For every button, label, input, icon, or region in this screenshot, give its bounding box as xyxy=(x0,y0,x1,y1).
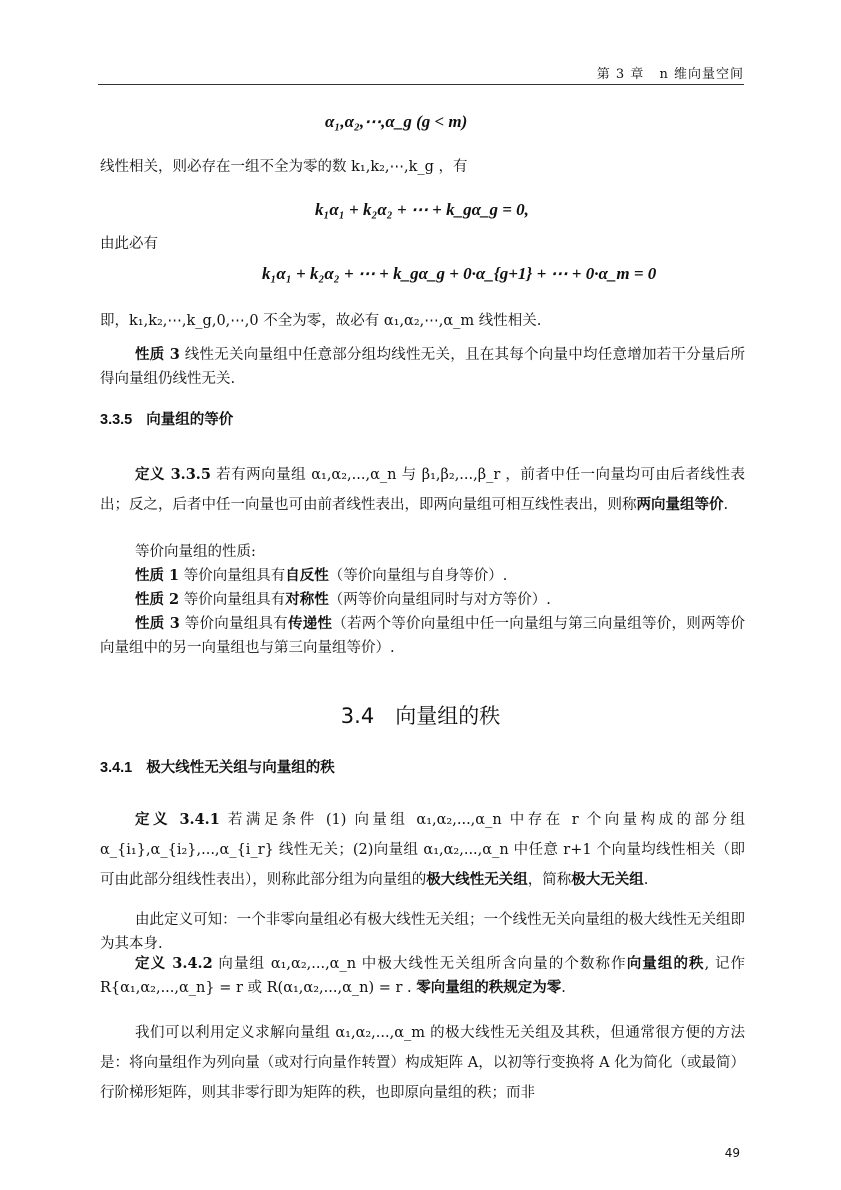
equivalence-property-1 xyxy=(100,564,745,588)
property-text: （两等价向量组同时与对方等价）. xyxy=(328,592,551,608)
page-number: 49 xyxy=(724,1146,740,1160)
section-3-4-title: 3.4 向量组的秩 xyxy=(340,704,501,728)
header-rule xyxy=(98,84,744,85)
property-label: 性质 3 xyxy=(135,615,180,632)
definition-text: 若满足条件 (1) 向量组 α₁,α₂,...,α_n 中存在 r 个向量构成的部分组 α_{i₁},α_{i₂},...,α_{i_r} 线性无关；(2)向量组 α₁,α₂,...,α_n 中任意 r+1 个向量均线性相关（即可由此部分组线性表出），则称此部分组为向量组的 xyxy=(100,812,745,888)
definition-text: 向量组 α₁,α₂,...,α_n 中极大线性无关组所含向量的个数称作 xyxy=(218,956,627,972)
definition-label: 定义 3.4.1 xyxy=(135,811,220,828)
section-number: 3.4.1 xyxy=(100,760,133,776)
property-label: 性质 1 xyxy=(135,567,180,584)
definition-term: 极大线性无关组 xyxy=(426,871,528,888)
section-title: 极大线性无关组与向量组的秩 xyxy=(146,760,335,776)
property-text: （若两个等价向量组中任一向量组与第三向量组等价，则两等价向量组中的另一向量组也与第三向量组等价）. xyxy=(100,616,745,656)
property-text: 等价向量组具有 xyxy=(183,568,286,584)
property-3-paragraph xyxy=(100,343,745,391)
definition-label: 定义 3.3.5 xyxy=(135,466,211,483)
definition-term: 向量组的秩 xyxy=(626,955,705,972)
header-chapter: 第 3 章 xyxy=(596,67,645,82)
definition-3-4-1: 定义 3.4.1 若满足条件 (1) 向量组 α₁,α₂,...,α_n 中存在 r 个向量构成的部分组 α_{i₁},α_{i₂},...,α_{i_r} 线性无关；(2)向量组 α₁,α₂,...,α_n 中任意 r+1 个向量均线性相关（即可由此部分组线性表出），则称此部分组为向量组的极大线性无关组，简称极大无关组. xyxy=(100,811,745,888)
section-3-3-5-heading xyxy=(100,408,233,429)
definition-text: 记作 R{α₁,α₂,...,α_n} = r 或 R(α₁,α₂,...,α_n) = r . xyxy=(100,956,746,996)
definition-3-4-2: 定义 3.4.2 向量组 α₁,α₂,...,α_n 中极大线性无关组所含向量的个数称作向量组的秩, 记作 R{α₁,α₂,...,α_n} = r 或 R(α₁,α₂,...,α_n) = r . 零向量组的秩规定为零. xyxy=(100,955,746,996)
definition-text: 若有两向量组 α₁,α₂,...,α_n 与 β₁,β₂,...,β_r ，前者中任一向量均可由后者线性表出；反之，后者中任一向量也可由前者线性表出，即两向量组可相互线性表出，则称 xyxy=(100,467,746,513)
definition-term: 极大无关组 xyxy=(571,871,644,888)
property-term: 对称性 xyxy=(285,591,329,608)
paragraph-definition-note: 由此定义可知：一个非零向量组必有极大线性无关组；一个线性无关向量组的极大线性无关组即为其本身. xyxy=(100,912,745,952)
running-header xyxy=(597,63,744,82)
property-term: 传递性 xyxy=(288,615,333,632)
paragraph-last: 我们可以利用定义求解向量组 α₁,α₂,...,α_m 的极大线性无关组及其秩，但通常很方便的方法是：将向量组作为列向量（或对行向量作转置）构成矩阵 A，以初等行变换将 A 化为简化（或最简）行阶梯形矩阵，则其非零行即为矩阵的秩，也即原向量组的秩；而非 xyxy=(100,1025,745,1101)
equivalence-intro: 等价向量组的性质: xyxy=(135,544,256,560)
paragraph-3: 即，k₁,k₂,⋯,k_g,0,⋯,0 不全为零，故必有 α₁,α₂,⋯,α_m 线性相关. xyxy=(100,313,542,329)
definition-term: 零向量组的秩规定为零 xyxy=(416,979,562,996)
definition-3-3-5: 定义 3.3.5 若有两向量组 α₁,α₂,...,α_n 与 β₁,β₂,...,β_r ，前者中任一向量均可由后者线性表出；反之，后者中任一向量也可由前者线性表出，即两向量组可相互线性表出，则称两向量组等价. xyxy=(100,466,746,513)
section-title: 向量组的等价 xyxy=(146,412,234,428)
definition-label: 定义 3.4.2 xyxy=(135,955,213,972)
equivalence-property-3 xyxy=(100,612,745,660)
header-title: n 维向量空间 xyxy=(659,67,744,82)
definition-term: 两向量组等价 xyxy=(636,496,724,513)
property-label: 性质 2 xyxy=(135,591,180,608)
definition-text: ，简称 xyxy=(527,872,572,888)
equation-1: α₁,α₂,⋯,α_g (g < m) xyxy=(325,112,468,131)
property-3-label: 性质 3 xyxy=(135,346,180,363)
property-text: 等价向量组具有 xyxy=(184,616,288,632)
section-3-4-1-heading xyxy=(100,756,335,777)
section-number: 3.3.5 xyxy=(100,412,133,428)
equation-3: k₁α₁ + k₂α₂ + ⋯ + k_gα_g + 0·α_{g+1} + ⋯ + 0·α_m = 0 xyxy=(262,264,657,283)
property-text: （等价向量组与自身等价）. xyxy=(328,568,508,584)
property-3-text: 线性无关向量组中任意部分组均线性无关，且在其每个向量中均任意增加若干分量后所得向量组仍线性无关. xyxy=(100,347,745,387)
equation-2: k₁α₁ + k₂α₂ + ⋯ + k_gα_g = 0, xyxy=(315,200,529,219)
property-term: 自反性 xyxy=(285,567,329,584)
property-text: 等价向量组具有 xyxy=(183,592,286,608)
paragraph-1: 线性相关，则必存在一组不全为零的数 k₁,k₂,⋯,k_g ，有 xyxy=(100,159,468,175)
equivalence-property-2 xyxy=(100,588,745,612)
paragraph-2: 由此必有 xyxy=(100,236,158,252)
